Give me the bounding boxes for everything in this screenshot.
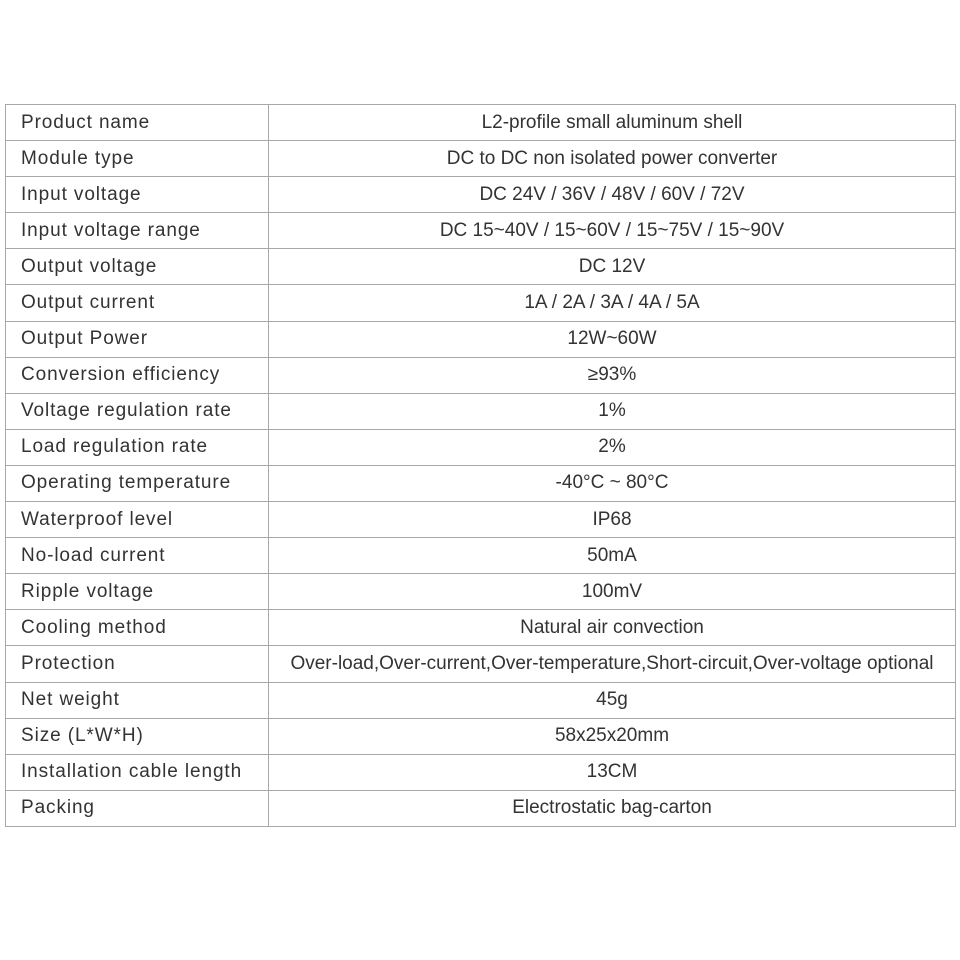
spec-label: Input voltage range <box>6 213 269 249</box>
spec-label: No-load current <box>6 538 269 574</box>
table-row <box>6 105 956 141</box>
spec-label: Load regulation rate <box>6 429 269 465</box>
table-row <box>6 574 956 610</box>
spec-value: 13CM <box>269 754 956 790</box>
spec-value: 50mA <box>269 538 956 574</box>
table-row <box>6 321 956 357</box>
table-row <box>6 141 956 177</box>
spec-table-body <box>6 105 956 827</box>
spec-value: 1A / 2A / 3A / 4A / 5A <box>269 285 956 321</box>
table-row <box>6 502 956 538</box>
spec-label: Voltage regulation rate <box>6 393 269 429</box>
spec-value: DC 12V <box>269 249 956 285</box>
spec-value: -40°C ~ 80°C <box>269 465 956 501</box>
spec-value: IP68 <box>269 502 956 538</box>
table-row <box>6 285 956 321</box>
table-row <box>6 538 956 574</box>
table-row <box>6 393 956 429</box>
spec-value: 2% <box>269 429 956 465</box>
table-row <box>6 213 956 249</box>
table-row <box>6 754 956 790</box>
spec-label: Installation cable length <box>6 754 269 790</box>
spec-value: Electrostatic bag-carton <box>269 790 956 826</box>
spec-value: 45g <box>269 682 956 718</box>
spec-value: DC 24V / 36V / 48V / 60V / 72V <box>269 177 956 213</box>
table-row <box>6 177 956 213</box>
spec-label: Waterproof level <box>6 502 269 538</box>
spec-value: DC to DC non isolated power converter <box>269 141 956 177</box>
spec-label: Product name <box>6 105 269 141</box>
table-row <box>6 465 956 501</box>
table-row <box>6 682 956 718</box>
spec-label: Output Power <box>6 321 269 357</box>
spec-label: Size (L*W*H) <box>6 718 269 754</box>
spec-label: Conversion efficiency <box>6 357 269 393</box>
spec-value: 1% <box>269 393 956 429</box>
table-row <box>6 790 956 826</box>
spec-label: Net weight <box>6 682 269 718</box>
table-row <box>6 718 956 754</box>
spec-value: 12W~60W <box>269 321 956 357</box>
spec-value: ≥93% <box>269 357 956 393</box>
spec-label: Cooling method <box>6 610 269 646</box>
table-row <box>6 429 956 465</box>
spec-label: Output current <box>6 285 269 321</box>
spec-label: Packing <box>6 790 269 826</box>
table-row <box>6 646 956 682</box>
spec-value: Natural air convection <box>269 610 956 646</box>
spec-value: DC 15~40V / 15~60V / 15~75V / 15~90V <box>269 213 956 249</box>
spec-label: Module type <box>6 141 269 177</box>
spec-value: Over-load,Over-current,Over-temperature,Short-circuit,Over-voltage optional <box>269 646 956 682</box>
spec-label: Output voltage <box>6 249 269 285</box>
table-row <box>6 610 956 646</box>
spec-label: Input voltage <box>6 177 269 213</box>
table-row <box>6 249 956 285</box>
table-row <box>6 357 956 393</box>
spec-value: 100mV <box>269 574 956 610</box>
spec-value: 58x25x20mm <box>269 718 956 754</box>
spec-label: Protection <box>6 646 269 682</box>
spec-label: Operating temperature <box>6 465 269 501</box>
spec-label: Ripple voltage <box>6 574 269 610</box>
spec-value: L2-profile small aluminum shell <box>269 105 956 141</box>
spec-table <box>5 104 956 827</box>
